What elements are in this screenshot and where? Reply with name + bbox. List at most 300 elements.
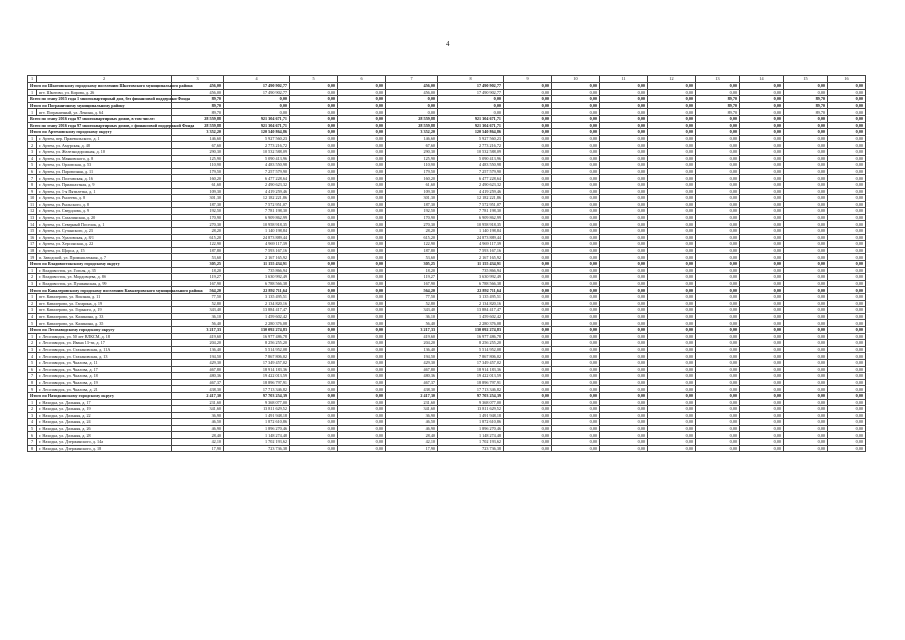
value-cell: 0,00 — [504, 261, 552, 268]
value-cell: 146,60 — [386, 135, 438, 142]
value-cell: 0,00 — [504, 294, 552, 301]
row-number-cell: 5 — [28, 359, 37, 366]
value-cell: 0,00 — [290, 406, 338, 413]
value-cell: 0,00 — [600, 214, 648, 221]
value-cell: 0,00 — [648, 280, 696, 287]
address-cell: г. Лесозаводск, ул. Ивана 13-ти, д. 17 — [37, 340, 172, 347]
value-cell: 0,00 — [696, 221, 740, 228]
value-cell: 120 540 864,86 — [224, 129, 290, 136]
value-cell: 0,00 — [600, 261, 648, 268]
value-cell: 0,00 — [696, 267, 740, 274]
value-cell: 0,00 — [338, 175, 386, 182]
address-cell: г. Артем, ул. Паровозная, д. 11 — [37, 168, 172, 175]
table-row — [28, 333, 866, 340]
value-cell: 0,00 — [504, 122, 552, 129]
value-cell: 0,00 — [338, 201, 386, 208]
value-cell: 1 702 193,62 — [224, 439, 290, 446]
value-cell: 0,00 — [338, 353, 386, 360]
value-cell: 438,30 — [386, 386, 438, 393]
value-cell: 0,00 — [504, 83, 552, 90]
value-cell: 7 572 951,07 — [224, 201, 290, 208]
value-cell: 0,00 — [784, 274, 828, 281]
value-cell: 0,00 — [648, 366, 696, 373]
value-cell: 0,00 — [740, 208, 784, 215]
value-cell: 0,00 — [600, 129, 648, 136]
value-cell: 0,00 — [504, 148, 552, 155]
value-cell: 0,00 — [696, 300, 740, 307]
value-cell: 0,00 — [648, 261, 696, 268]
value-cell: 0,00 — [386, 109, 438, 116]
value-cell: 0,00 — [504, 353, 552, 360]
address-cell: пгт. Пограничный, ул. Ленина, д. 64 — [37, 109, 172, 116]
value-cell: 194,50 — [386, 353, 438, 360]
value-cell: 0,00 — [696, 241, 740, 248]
table-row — [28, 201, 866, 208]
value-cell: 0,00 — [290, 386, 338, 393]
table-row — [28, 425, 866, 432]
value-cell: 0,00 — [740, 267, 784, 274]
value-cell: 0,00 — [828, 379, 866, 386]
value-cell: 0,00 — [290, 294, 338, 301]
value-cell: 0,00 — [696, 280, 740, 287]
value-cell: 0,00 — [290, 254, 338, 261]
value-cell: 0,00 — [648, 392, 696, 399]
value-cell: 0,00 — [552, 425, 600, 432]
value-cell: 0,00 — [648, 274, 696, 281]
row-number-cell: 7 — [28, 373, 37, 380]
value-cell: 0,00 — [338, 162, 386, 169]
value-cell: 0,00 — [648, 96, 696, 103]
table-row — [28, 175, 866, 182]
value-cell: 0,00 — [600, 142, 648, 149]
value-cell: 0,00 — [504, 89, 552, 96]
row-number-cell: 5 — [28, 162, 37, 169]
value-cell: 0,00 — [696, 181, 740, 188]
value-cell: 0,00 — [504, 221, 552, 228]
value-cell: 0,00 — [784, 221, 828, 228]
value-cell: 0,00 — [828, 287, 866, 294]
value-cell: 0,00 — [828, 129, 866, 136]
value-cell: 0,00 — [290, 445, 338, 452]
value-cell: 0,00 — [290, 366, 338, 373]
value-cell: 0,00 — [740, 195, 784, 202]
value-cell: 0,00 — [290, 135, 338, 142]
value-cell: 0,00 — [828, 432, 866, 439]
value-cell: 0,00 — [338, 373, 386, 380]
value-cell: 0,00 — [696, 386, 740, 393]
subtotal-row — [28, 96, 866, 103]
value-cell: 0,00 — [290, 148, 338, 155]
value-cell: 1 872 610,86 — [224, 419, 290, 426]
value-cell: 0,00 — [740, 386, 784, 393]
row-number-cell: 7 — [28, 439, 37, 446]
value-cell: 0,00 — [740, 234, 784, 241]
value-cell: 0,00 — [504, 102, 552, 109]
value-cell: 0,00 — [696, 359, 740, 366]
value-cell: 0,00 — [290, 419, 338, 426]
table-row — [28, 274, 866, 281]
value-cell: 0,00 — [552, 366, 600, 373]
value-cell: 1 872 610,86 — [438, 419, 504, 426]
value-cell: 0,00 — [504, 175, 552, 182]
value-cell: 0,00 — [552, 195, 600, 202]
value-cell: 0,00 — [290, 346, 338, 353]
address-cell: г. Находка, ул. Дальняя, д. 17 — [37, 399, 172, 406]
value-cell: 2 773 216,72 — [224, 142, 290, 149]
value-cell: 6 477 228,64 — [224, 175, 290, 182]
value-cell: 0,00 — [338, 313, 386, 320]
value-cell: 3 135 495,51 — [438, 294, 504, 301]
address-cell: пгт. Кавалерово, ул. Калинина, д. 33 — [37, 313, 172, 320]
value-cell: 0,00 — [740, 340, 784, 347]
value-cell: 0,00 — [338, 287, 386, 294]
value-cell: 0,00 — [338, 102, 386, 109]
value-cell: 0,00 — [552, 267, 600, 274]
value-cell: 0,00 — [552, 445, 600, 452]
value-cell: 0,00 — [338, 109, 386, 116]
value-cell: 0,00 — [784, 115, 828, 122]
value-cell: 119,27 — [386, 274, 438, 281]
value-cell: 0,00 — [648, 379, 696, 386]
value-cell: 0,00 — [648, 419, 696, 426]
column-number-header: 12 — [648, 76, 696, 83]
table-row — [28, 241, 866, 248]
value-cell: 4 483 550,98 — [438, 162, 504, 169]
value-cell: 0,00 — [828, 386, 866, 393]
subtotal-row — [28, 115, 866, 122]
value-cell: 0,00 — [338, 425, 386, 432]
value-cell: 18,20 — [172, 267, 224, 274]
value-cell: 7 593 167,16 — [224, 247, 290, 254]
value-cell: 0,00 — [648, 201, 696, 208]
row-number-cell: 1 — [28, 135, 37, 142]
value-cell: 16 977 486,78 — [438, 333, 504, 340]
value-cell: 1 702 193,62 — [438, 439, 504, 446]
value-cell: 0,00 — [740, 353, 784, 360]
value-cell: 46,50 — [386, 419, 438, 426]
value-cell: 0,00 — [696, 234, 740, 241]
value-cell: 53,60 — [386, 254, 438, 261]
value-cell: 0,00 — [648, 340, 696, 347]
value-cell: 0,00 — [338, 333, 386, 340]
value-cell: 0,00 — [552, 168, 600, 175]
value-cell: 17 490 902,77 — [224, 89, 290, 96]
value-cell: 921 304 671,71 — [224, 122, 290, 129]
value-cell: 0,00 — [504, 129, 552, 136]
value-cell: 0,00 — [552, 419, 600, 426]
value-cell: 17 713 346,82 — [438, 386, 504, 393]
value-cell: 125,90 — [172, 155, 224, 162]
value-cell: 0,00 — [648, 247, 696, 254]
value-cell: 0,00 — [290, 320, 338, 327]
value-cell: 0,00 — [290, 274, 338, 281]
subtotal-row — [28, 122, 866, 129]
value-cell: 0,00 — [696, 115, 740, 122]
value-cell: 1 896 270,46 — [224, 425, 290, 432]
row-number-cell: 2 — [28, 274, 37, 281]
column-number-header: 4 — [224, 76, 290, 83]
value-cell: 0,00 — [784, 313, 828, 320]
value-cell: 0,00 — [648, 300, 696, 307]
value-cell: 0,00 — [740, 333, 784, 340]
value-cell: 0,00 — [290, 221, 338, 228]
value-cell: 0,00 — [648, 115, 696, 122]
value-cell: 0,00 — [600, 221, 648, 228]
value-cell: 36,90 — [172, 412, 224, 419]
value-cell: 305,25 — [386, 261, 438, 268]
value-cell: 0,00 — [828, 221, 866, 228]
value-cell: 0,00 — [696, 129, 740, 136]
row-number-cell: 3 — [28, 307, 37, 314]
value-cell: 0,00 — [552, 142, 600, 149]
value-cell: 0,00 — [648, 254, 696, 261]
value-cell: 0,00 — [784, 412, 828, 419]
value-cell: 0,00 — [828, 392, 866, 399]
value-cell: 6 477 228,64 — [438, 175, 504, 182]
value-cell: 0,00 — [740, 373, 784, 380]
value-cell: 0,00 — [552, 399, 600, 406]
value-cell: 6 788 566,38 — [224, 280, 290, 287]
table-row — [28, 214, 866, 221]
value-cell: 0,00 — [290, 340, 338, 347]
value-cell: 89,70 — [172, 96, 224, 103]
row-number-cell: 3 — [28, 412, 37, 419]
value-cell: 467,80 — [386, 366, 438, 373]
value-cell: 419,60 — [172, 333, 224, 340]
table-row — [28, 313, 866, 320]
row-number-cell: 8 — [28, 445, 37, 452]
address-cell: г. Артем, пер. Пржевальского, д. 1 — [37, 135, 172, 142]
address-cell: г. Артем, ул. Рыльского, д. 8 — [37, 201, 172, 208]
value-cell: 0,00 — [784, 419, 828, 426]
value-cell: 0,00 — [600, 406, 648, 413]
value-cell: 18 914 183,36 — [438, 366, 504, 373]
value-cell: 0,00 — [338, 155, 386, 162]
value-cell: 0,00 — [784, 234, 828, 241]
value-cell: 10 532 588,09 — [438, 148, 504, 155]
value-cell: 0,00 — [696, 392, 740, 399]
value-cell: 0,00 — [552, 287, 600, 294]
value-cell: 0,00 — [828, 96, 866, 103]
value-cell: 0,00 — [552, 353, 600, 360]
column-number-header: 1 — [28, 76, 37, 83]
value-cell: 1 140 198,84 — [224, 228, 290, 235]
value-cell: 0,00 — [338, 307, 386, 314]
value-cell: 0,00 — [438, 102, 504, 109]
value-cell: 7 867 806,02 — [224, 353, 290, 360]
value-cell: 0,00 — [740, 241, 784, 248]
value-cell: 0,00 — [600, 326, 648, 333]
value-cell: 0,00 — [784, 83, 828, 90]
value-cell: 0,00 — [740, 135, 784, 142]
table-row — [28, 89, 866, 96]
value-cell: 0,00 — [504, 313, 552, 320]
value-cell: 0,00 — [828, 261, 866, 268]
value-cell: 0,00 — [740, 287, 784, 294]
value-cell: 0,00 — [696, 379, 740, 386]
row-number-cell: 17 — [28, 241, 37, 248]
value-cell: 0,00 — [600, 280, 648, 287]
value-cell: 0,00 — [290, 333, 338, 340]
value-cell: 0,00 — [504, 359, 552, 366]
value-cell: 0,00 — [338, 254, 386, 261]
value-cell: 0,00 — [828, 346, 866, 353]
value-cell: 0,00 — [600, 162, 648, 169]
value-cell: 0,00 — [600, 340, 648, 347]
value-cell: 0,00 — [828, 201, 866, 208]
address-cell: г. Лесозаводск, ул. Стахановская, д. 11А — [37, 346, 172, 353]
value-cell: 0,00 — [600, 353, 648, 360]
value-cell: 0,00 — [740, 201, 784, 208]
value-cell: 1 459 602,42 — [438, 313, 504, 320]
value-cell: 0,00 — [696, 366, 740, 373]
value-cell: 0,00 — [290, 307, 338, 314]
value-cell: 0,00 — [784, 399, 828, 406]
value-cell: 0,00 — [552, 274, 600, 281]
value-cell: 0,00 — [740, 162, 784, 169]
value-cell: 0,00 — [600, 96, 648, 103]
value-cell: 0,00 — [784, 261, 828, 268]
value-cell: 921 304 671,71 — [438, 115, 504, 122]
value-cell: 0,00 — [504, 419, 552, 426]
subtotal-label: Итого по Владивостокскому городскому округу — [28, 261, 172, 268]
value-cell: 17 713 346,82 — [224, 386, 290, 393]
value-cell: 28 559,88 — [172, 122, 224, 129]
value-cell: 0,00 — [552, 432, 600, 439]
value-cell: 0,00 — [784, 162, 828, 169]
address-cell: г. Артем, ул. Ураловская, д. 8/1 — [37, 234, 172, 241]
value-cell: 9 368 077,00 — [224, 399, 290, 406]
table-row — [28, 254, 866, 261]
value-cell: 89,70 — [172, 109, 224, 116]
value-cell: 456,00 — [386, 83, 438, 90]
address-cell: г. Артем, ул. Орловская, д. 53 — [37, 162, 172, 169]
address-cell: г. Находка, ул. Дальняя, д. 28 — [37, 432, 172, 439]
value-cell: 10 958 918,35 — [438, 221, 504, 228]
address-cell: г. Артем, ул. Херсонская, д. 22 — [37, 241, 172, 248]
value-cell: 10 532 588,09 — [224, 148, 290, 155]
value-cell: 0,00 — [784, 379, 828, 386]
value-cell: 13 811 629,52 — [438, 406, 504, 413]
value-cell: 0,00 — [784, 89, 828, 96]
value-cell: 0,00 — [338, 208, 386, 215]
value-cell: 0,00 — [784, 129, 828, 136]
subtotal-row — [28, 261, 866, 268]
value-cell: 19 422 013,59 — [224, 373, 290, 380]
value-cell: 0,00 — [552, 96, 600, 103]
value-cell: 77,50 — [172, 294, 224, 301]
value-cell: 0,00 — [600, 254, 648, 261]
column-number-header: 13 — [696, 76, 740, 83]
value-cell: 0,00 — [552, 181, 600, 188]
table-row — [28, 188, 866, 195]
value-cell: 0,00 — [290, 326, 338, 333]
value-cell: 456,00 — [386, 89, 438, 96]
value-cell: 0,00 — [828, 366, 866, 373]
value-cell: 0,00 — [600, 287, 648, 294]
value-cell: 89,70 — [696, 96, 740, 103]
address-cell: п. Заводской, ул. Промышленная, д. 7 — [37, 254, 172, 261]
table-row — [28, 234, 866, 241]
value-cell: 0,00 — [648, 168, 696, 175]
value-cell: 0,00 — [784, 267, 828, 274]
value-cell: 187,30 — [386, 201, 438, 208]
row-number-cell: 1 — [28, 294, 37, 301]
value-cell: 122,90 — [386, 241, 438, 248]
value-cell: 0,00 — [696, 353, 740, 360]
value-cell: 290,30 — [386, 148, 438, 155]
value-cell: 0,00 — [784, 406, 828, 413]
value-cell: 0,00 — [740, 109, 784, 116]
value-cell: 0,00 — [290, 201, 338, 208]
value-cell: 0,00 — [740, 148, 784, 155]
value-cell: 17 349 457,02 — [224, 359, 290, 366]
value-cell: 4 419 259,46 — [438, 188, 504, 195]
value-cell: 0,00 — [600, 148, 648, 155]
value-cell: 0,00 — [828, 300, 866, 307]
value-cell: 0,00 — [600, 267, 648, 274]
value-cell: 160,20 — [386, 175, 438, 182]
table-row — [28, 353, 866, 360]
value-cell: 0,00 — [828, 181, 866, 188]
address-cell: г. Артем, ул. Полтавская, д. 16 — [37, 175, 172, 182]
value-cell: 0,00 — [552, 386, 600, 393]
value-cell: 231,60 — [172, 399, 224, 406]
value-cell: 0,00 — [552, 333, 600, 340]
row-number-cell: 7 — [28, 175, 37, 182]
value-cell: 0,00 — [552, 307, 600, 314]
value-cell: 0,00 — [784, 294, 828, 301]
value-cell: 0,00 — [696, 122, 740, 129]
value-cell: 6 909 862,99 — [224, 214, 290, 221]
subtotal-label: Итого по Пограничному муниципальному району — [28, 102, 172, 109]
subtotal-row — [28, 392, 866, 399]
value-cell: 0,00 — [648, 188, 696, 195]
value-cell: 56,40 — [172, 320, 224, 327]
value-cell: 0,00 — [784, 188, 828, 195]
value-cell: 18,20 — [386, 267, 438, 274]
column-number-header: 3 — [172, 76, 224, 83]
row-number-cell: 6 — [28, 432, 37, 439]
value-cell: 270,30 — [386, 221, 438, 228]
value-cell: 0,00 — [338, 366, 386, 373]
value-cell: 167,90 — [172, 280, 224, 287]
table-row — [28, 148, 866, 155]
row-number-cell: 5 — [28, 320, 37, 327]
value-cell: 0,00 — [290, 432, 338, 439]
value-cell: 0,00 — [600, 333, 648, 340]
value-cell: 0,00 — [828, 122, 866, 129]
value-cell: 0,00 — [552, 320, 600, 327]
value-cell: 36,10 — [386, 313, 438, 320]
value-cell: 0,00 — [552, 188, 600, 195]
value-cell: 2 280 376,08 — [438, 320, 504, 327]
value-cell: 0,00 — [290, 142, 338, 149]
value-cell: 0,00 — [648, 445, 696, 452]
value-cell: 170,90 — [386, 214, 438, 221]
value-cell: 0,00 — [338, 188, 386, 195]
value-cell: 564,20 — [386, 287, 438, 294]
value-cell: 0,00 — [740, 214, 784, 221]
table-row — [28, 162, 866, 169]
value-cell: 0,00 — [828, 89, 866, 96]
value-cell: 0,00 — [648, 432, 696, 439]
value-cell: 0,00 — [648, 135, 696, 142]
value-cell: 0,00 — [648, 129, 696, 136]
value-cell: 0,00 — [504, 195, 552, 202]
value-cell: 0,00 — [696, 373, 740, 380]
value-cell: 0,00 — [600, 201, 648, 208]
